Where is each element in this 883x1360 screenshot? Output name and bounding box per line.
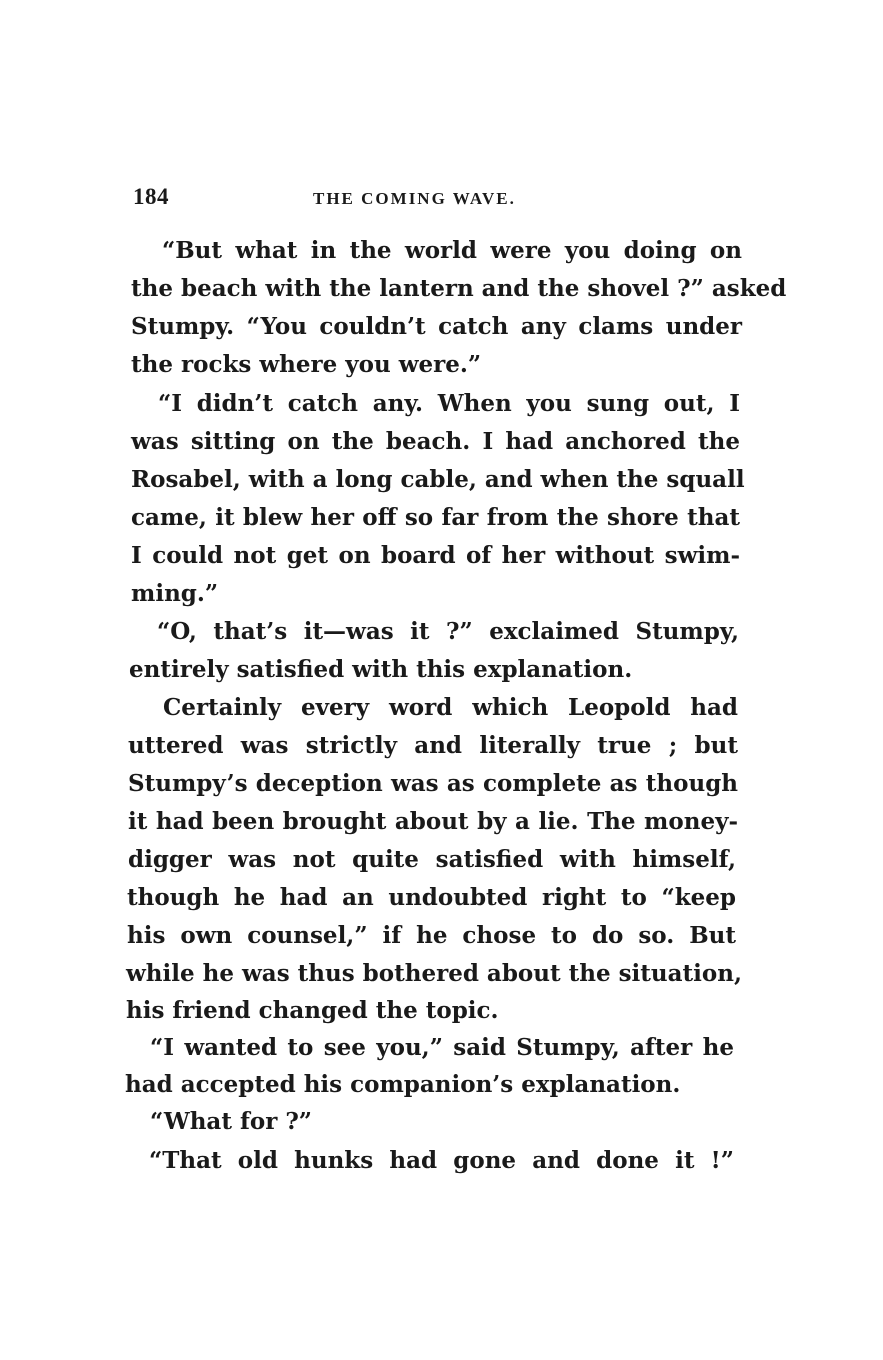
text-line: the beach with the lantern and the shovel ?” asked xyxy=(131,275,787,302)
text-line: though he had an undoubted right to “keep xyxy=(127,884,736,911)
text-line: “I wanted to see you,” said Stumpy, after he xyxy=(150,1034,734,1061)
text-line: the rocks where you were.” xyxy=(131,351,482,378)
text-line: “But what in the world were you doing on xyxy=(162,237,742,264)
text-line: entirely satisfied with this explanation. xyxy=(129,656,633,683)
text-line: I could not get on board of her without swim- xyxy=(131,542,740,569)
text-line: was sitting on the beach. I had anchored the xyxy=(131,428,740,455)
running-head xyxy=(133,184,743,214)
text-line: Rosabel, with a long cable, and when the squall xyxy=(131,466,745,493)
text-line: while he was thus bothered about the situation, xyxy=(126,960,742,987)
text-line: it had been brought about by a lie. The money- xyxy=(128,808,738,835)
text-line: had accepted his companion’s explanation. xyxy=(125,1071,681,1098)
text-line: Stumpy’s deception was as complete as though xyxy=(128,770,738,797)
text-line: “O, that’s it—was it ?” exclaimed Stumpy, xyxy=(157,618,739,645)
text-line: ming.” xyxy=(131,580,219,607)
running-title: THE COMING WAVE. xyxy=(313,189,516,208)
text-line: Certainly every word which Leopold had xyxy=(163,694,738,721)
page-number: 184 xyxy=(133,184,169,209)
text-line: uttered was strictly and literally true ; but xyxy=(128,732,738,759)
text-line: Stumpy. “You couldn’t catch any clams under xyxy=(131,313,742,340)
text-line: his friend changed the topic. xyxy=(126,997,499,1024)
text-line: his own counsel,” if he chose to do so. But xyxy=(127,922,736,949)
text-line: “What for ?” xyxy=(150,1108,313,1135)
text-line: “That old hunks had gone and done it !” xyxy=(149,1147,734,1174)
text-line: “I didn’t catch any. When you sung out, I xyxy=(158,390,740,417)
text-line: came, it blew her off so far from the shore that xyxy=(131,504,740,531)
text-line: digger was not quite satisfied with himself, xyxy=(128,846,736,873)
